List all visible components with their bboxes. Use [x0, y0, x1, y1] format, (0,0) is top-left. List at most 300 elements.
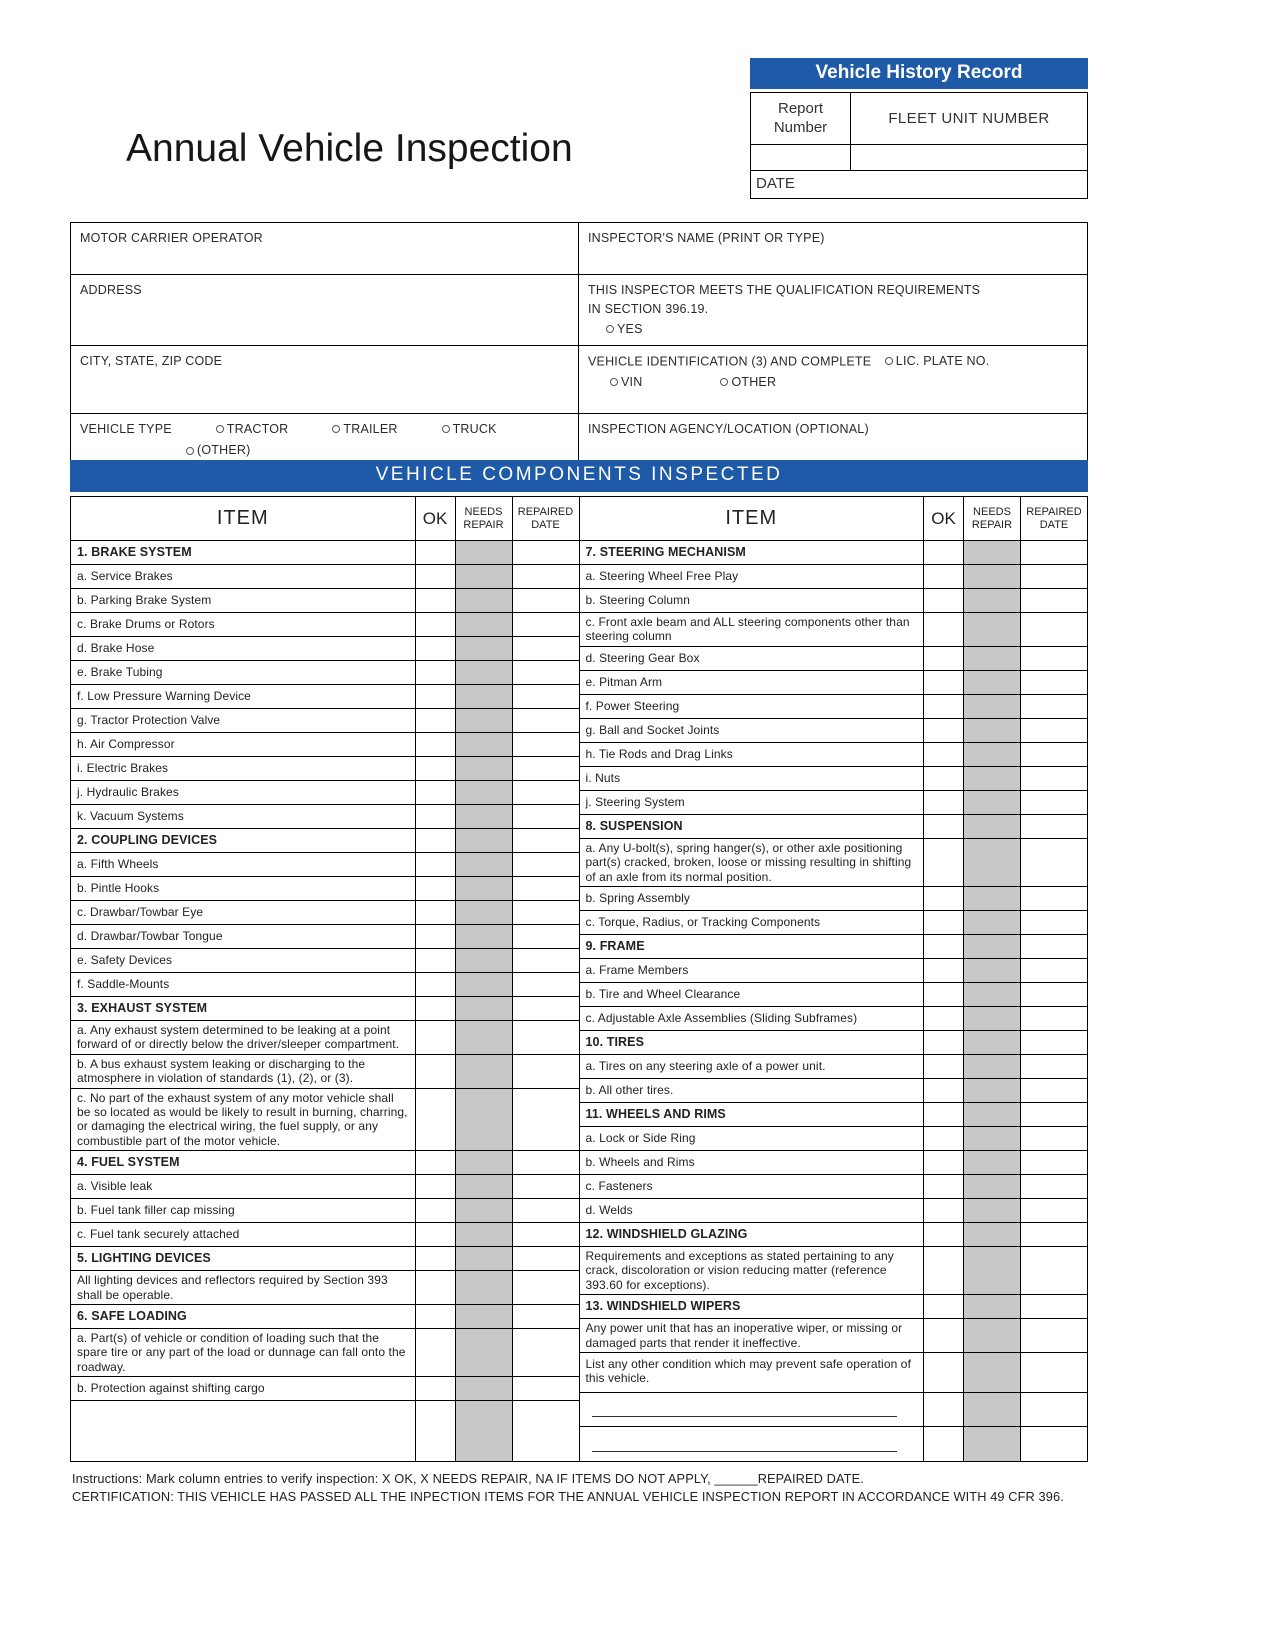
inspection-row — [580, 1007, 1088, 1031]
repaired-date-cell[interactable] — [1021, 1223, 1087, 1247]
item-label: b. Parking Brake System — [71, 589, 416, 613]
inspector-name-label: INSPECTOR'S NAME (PRINT OR TYPE) — [588, 231, 825, 245]
yes-radio[interactable] — [606, 320, 643, 339]
repaired-date-cell[interactable] — [513, 1329, 579, 1377]
needs-repair-cell[interactable] — [964, 791, 1021, 815]
needs-repair-cell[interactable] — [964, 1127, 1021, 1151]
fleet-unit-number-field[interactable] — [851, 145, 1087, 171]
ok-cell[interactable] — [924, 647, 964, 671]
ok-cell[interactable] — [416, 589, 456, 613]
ok-cell[interactable] — [924, 1175, 964, 1199]
ok-cell[interactable] — [924, 1427, 964, 1461]
inspection-row — [71, 757, 579, 781]
inspection-row — [71, 589, 579, 613]
ok-cell[interactable] — [924, 1007, 964, 1031]
item-label: 8. SUSPENSION — [580, 815, 925, 839]
item-label: 12. WINDSHIELD GLAZING — [580, 1223, 925, 1247]
item-label: f. Power Steering — [580, 695, 925, 719]
needs-repair-cell[interactable] — [964, 1151, 1021, 1175]
needs-repair-cell[interactable] — [964, 1247, 1021, 1295]
needs-repair-cell[interactable] — [964, 1199, 1021, 1223]
repaired-date-cell[interactable] — [1021, 983, 1087, 1007]
repaired-date-cell[interactable] — [1021, 791, 1087, 815]
ok-cell[interactable] — [416, 1175, 456, 1199]
repaired-date-cell[interactable] — [513, 1151, 579, 1175]
inspection-row — [71, 973, 579, 997]
city-state-zip-field[interactable] — [71, 346, 579, 414]
needs-repair-cell[interactable] — [456, 661, 513, 685]
inspection-row — [580, 647, 1088, 671]
item-label: b. Fuel tank filler cap missing — [71, 1199, 416, 1223]
inspection-row — [71, 1329, 579, 1377]
ok-cell[interactable] — [416, 1305, 456, 1329]
report-number-field[interactable] — [751, 145, 851, 171]
repaired-date-cell[interactable] — [1021, 565, 1087, 589]
needs-repair-cell[interactable] — [456, 949, 513, 973]
repaired-date-cell[interactable] — [1021, 1175, 1087, 1199]
needs-repair-cell[interactable] — [456, 1223, 513, 1247]
item-label: a. Service Brakes — [71, 565, 416, 589]
ok-cell[interactable] — [416, 565, 456, 589]
date-label: DATE — [756, 175, 795, 192]
ok-cell[interactable] — [924, 983, 964, 1007]
ok-cell[interactable] — [416, 1199, 456, 1223]
repaired-date-cell[interactable] — [513, 1175, 579, 1199]
qualification-line-1: THIS INSPECTOR MEETS THE QUALIFICATION REQUIREMENTS — [588, 283, 981, 297]
needs-repair-cell[interactable] — [456, 709, 513, 733]
section-row — [71, 541, 579, 565]
repaired-date-cell[interactable] — [513, 661, 579, 685]
repaired-date-cell[interactable] — [513, 757, 579, 781]
needs-repair-cell[interactable] — [456, 853, 513, 877]
needs-repair-cell[interactable] — [456, 805, 513, 829]
repaired-date-cell[interactable] — [513, 613, 579, 637]
needs-repair-cell[interactable] — [964, 671, 1021, 695]
item-label: List any other condition which may prevent safe operation of this vehicle. — [580, 1353, 925, 1393]
ok-cell[interactable] — [416, 1247, 456, 1271]
needs-repair-cell[interactable] — [456, 613, 513, 637]
other-id-radio[interactable] — [720, 373, 776, 392]
repaired-date-cell[interactable] — [513, 1089, 579, 1152]
needs-repair-cell[interactable] — [964, 1353, 1021, 1393]
ok-cell[interactable] — [416, 1021, 456, 1055]
repaired-date-cell[interactable] — [513, 1271, 579, 1305]
yes-label: YES — [617, 321, 643, 336]
ok-cell[interactable] — [416, 781, 456, 805]
repaired-date-cell[interactable] — [1021, 1319, 1087, 1353]
ok-cell[interactable] — [924, 719, 964, 743]
needs-repair-cell[interactable] — [964, 743, 1021, 767]
ok-cell[interactable] — [416, 1151, 456, 1175]
ok-cell[interactable] — [416, 637, 456, 661]
ok-cell[interactable] — [416, 925, 456, 949]
needs-repair-cell[interactable] — [964, 613, 1021, 647]
ok-cell[interactable] — [416, 541, 456, 565]
item-label: e. Brake Tubing — [71, 661, 416, 685]
repaired-date-cell[interactable] — [1021, 719, 1087, 743]
ok-cell[interactable] — [924, 613, 964, 647]
item-label: a. Any exhaust system determined to be leaking at a point forward of or directly below the driver/sleeper compartment. — [71, 1021, 416, 1055]
inspector-name-field[interactable] — [579, 223, 1087, 275]
repaired-date-cell[interactable] — [513, 805, 579, 829]
inspection-table-left-body — [71, 541, 579, 1461]
item-label: j. Steering System — [580, 791, 925, 815]
repaired-date-cell[interactable] — [513, 829, 579, 853]
repaired-date-cell[interactable] — [513, 1021, 579, 1055]
section-row — [580, 1295, 1088, 1319]
repaired-date-cell[interactable] — [1021, 647, 1087, 671]
fill-in-line[interactable] — [592, 1416, 898, 1417]
needs-repair-cell[interactable] — [964, 565, 1021, 589]
item-label: Any power unit that has an inoperative wiper, or missing or damaged parts that render it ineffective. — [580, 1319, 925, 1353]
repaired-date-cell[interactable] — [513, 1223, 579, 1247]
needs-repair-cell[interactable] — [456, 541, 513, 565]
needs-repair-cell[interactable] — [456, 565, 513, 589]
repaired-date-cell[interactable] — [1021, 1353, 1087, 1393]
ok-cell[interactable] — [924, 565, 964, 589]
ok-cell[interactable] — [924, 1055, 964, 1079]
repaired-date-cell[interactable] — [513, 1055, 579, 1089]
repaired-date-cell[interactable] — [513, 1199, 579, 1223]
needs-repair-cell[interactable] — [456, 733, 513, 757]
ok-cell[interactable] — [416, 1401, 456, 1461]
needs-repair-cell[interactable] — [456, 973, 513, 997]
needs-repair-cell[interactable] — [456, 1247, 513, 1271]
repaired-date-cell[interactable] — [513, 565, 579, 589]
repaired-date-cell[interactable] — [513, 949, 579, 973]
ok-cell[interactable] — [924, 815, 964, 839]
needs-repair-cell[interactable] — [964, 1393, 1021, 1427]
repaired-date-cell[interactable] — [1021, 935, 1087, 959]
section-row — [71, 1305, 579, 1329]
repaired-date-cell[interactable] — [513, 925, 579, 949]
item-label: a. Frame Members — [580, 959, 925, 983]
item-label: a. Part(s) of vehicle or condition of loading such that the spare tire or any part of the load or dunnage can fall onto the roadway. — [71, 1329, 416, 1377]
item-label: 7. STEERING MECHANISM — [580, 541, 925, 565]
inspection-row — [71, 1055, 579, 1089]
ok-cell[interactable] — [924, 1353, 964, 1393]
needs-repair-cell[interactable] — [456, 1021, 513, 1055]
repaired-date-cell[interactable] — [1021, 767, 1087, 791]
repaired-date-cell[interactable] — [513, 685, 579, 709]
repaired-date-cell[interactable] — [513, 997, 579, 1021]
vehicle-id-options — [610, 373, 1078, 392]
inspection-row — [580, 589, 1088, 613]
inspection-row — [580, 565, 1088, 589]
carrier-info-table — [70, 222, 1088, 468]
repaired-date-cell[interactable] — [513, 877, 579, 901]
repaired-date-cell[interactable] — [1021, 1295, 1087, 1319]
ok-cell[interactable] — [416, 757, 456, 781]
inspection-row — [580, 695, 1088, 719]
needs-repair-cell[interactable] — [964, 695, 1021, 719]
tractor-label: TRACTOR — [226, 421, 289, 436]
repaired-date-cell[interactable] — [1021, 541, 1087, 565]
radio-circle-icon — [610, 378, 618, 386]
ok-cell[interactable] — [416, 661, 456, 685]
needs-repair-cell[interactable] — [456, 901, 513, 925]
repaired-date-cell[interactable] — [1021, 1055, 1087, 1079]
repaired-date-cell[interactable] — [1021, 887, 1087, 911]
ok-cell[interactable] — [924, 1199, 964, 1223]
ok-cell[interactable] — [416, 709, 456, 733]
section-row — [71, 1247, 579, 1271]
needs-repair-cell[interactable] — [456, 877, 513, 901]
repaired-date-cell[interactable] — [513, 589, 579, 613]
ok-cell[interactable] — [416, 973, 456, 997]
tractor-radio[interactable] — [216, 420, 289, 439]
inspection-row — [71, 877, 579, 901]
repaired-date-cell[interactable] — [513, 733, 579, 757]
ok-cell[interactable] — [924, 911, 964, 935]
needs-repair-cell[interactable] — [964, 1295, 1021, 1319]
repaired-date-cell[interactable] — [1021, 911, 1087, 935]
ok-cell[interactable] — [416, 877, 456, 901]
item-label: e. Safety Devices — [71, 949, 416, 973]
repaired-date-cell[interactable] — [1021, 815, 1087, 839]
repaired-date-cell[interactable] — [1021, 1127, 1087, 1151]
inspection-row — [580, 1319, 1088, 1353]
inspection-row — [580, 1079, 1088, 1103]
fill-in-line[interactable] — [592, 1451, 898, 1452]
ok-cell[interactable] — [924, 935, 964, 959]
ok-cell[interactable] — [924, 887, 964, 911]
needs-repair-cell[interactable] — [964, 1319, 1021, 1353]
repaired-date-cell[interactable] — [513, 541, 579, 565]
ok-cell[interactable] — [416, 685, 456, 709]
repaired-date-cell[interactable] — [513, 637, 579, 661]
inspection-row — [71, 1223, 579, 1247]
needs-repair-cell[interactable] — [964, 1007, 1021, 1031]
needs-repair-cell[interactable] — [964, 1103, 1021, 1127]
repaired-date-cell[interactable] — [513, 901, 579, 925]
needs-repair-cell[interactable] — [456, 685, 513, 709]
ok-cell[interactable] — [416, 949, 456, 973]
ok-cell[interactable] — [416, 613, 456, 637]
motor-carrier-operator-field[interactable] — [71, 223, 579, 275]
item-label: a. Tires on any steering axle of a power unit. — [580, 1055, 925, 1079]
ok-cell[interactable] — [924, 541, 964, 565]
ok-cell[interactable] — [924, 1151, 964, 1175]
ok-cell[interactable] — [924, 1079, 964, 1103]
needs-repair-cell[interactable] — [964, 541, 1021, 565]
ok-cell[interactable] — [416, 1271, 456, 1305]
needs-repair-cell[interactable] — [456, 997, 513, 1021]
ok-column-header: OK — [416, 497, 456, 541]
needs-repair-cell[interactable] — [964, 1175, 1021, 1199]
item-label: 2. COUPLING DEVICES — [71, 829, 416, 853]
inspection-row — [71, 853, 579, 877]
ok-cell[interactable] — [416, 1223, 456, 1247]
repaired-date-cell[interactable] — [1021, 1427, 1087, 1461]
needs-repair-cell[interactable] — [964, 1055, 1021, 1079]
repaired-date-cell[interactable] — [1021, 1103, 1087, 1127]
needs-repair-cell[interactable] — [964, 1427, 1021, 1461]
needs-repair-cell[interactable] — [456, 1175, 513, 1199]
needs-repair-cell[interactable] — [456, 1377, 513, 1401]
other-type-radio[interactable] — [186, 441, 250, 460]
item-label: k. Vacuum Systems — [71, 805, 416, 829]
repaired-date-cell[interactable] — [1021, 695, 1087, 719]
repaired-date-cell[interactable] — [513, 1305, 579, 1329]
inspection-table-right — [580, 496, 1089, 1462]
needs-repair-cell[interactable] — [964, 719, 1021, 743]
repaired-date-cell[interactable] — [1021, 959, 1087, 983]
vehicle-history-record-box — [750, 58, 1088, 199]
repaired-date-cell[interactable] — [1021, 839, 1087, 887]
needs-repair-cell[interactable] — [964, 959, 1021, 983]
needs-repair-cell[interactable] — [456, 1305, 513, 1329]
needs-repair-cell[interactable] — [456, 1329, 513, 1377]
truck-radio[interactable] — [442, 420, 497, 439]
ok-cell[interactable] — [416, 829, 456, 853]
ok-cell[interactable] — [416, 733, 456, 757]
needs-repair-cell[interactable] — [456, 1151, 513, 1175]
ok-cell[interactable] — [416, 1055, 456, 1089]
item-label: c. Front axle beam and ALL steering components other than steering column — [580, 613, 925, 647]
needs-repair-cell[interactable] — [964, 1031, 1021, 1055]
item-label: 11. WHEELS AND RIMS — [580, 1103, 925, 1127]
item-label: 3. EXHAUST SYSTEM — [71, 997, 416, 1021]
inspection-row — [71, 1175, 579, 1199]
trailer-radio[interactable] — [332, 420, 397, 439]
needs-repair-cell[interactable] — [964, 589, 1021, 613]
ok-cell[interactable] — [924, 839, 964, 887]
inspection-row — [71, 1401, 579, 1461]
repaired-date-column-header: REPAIRED DATE — [1021, 497, 1087, 541]
needs-repair-cell[interactable] — [456, 1199, 513, 1223]
item-label: a. Any U-bolt(s), spring hanger(s), or other axle positioning part(s) cracked, broken, loose or missing resulting in shifting of an axle from its normal position. — [580, 839, 925, 887]
inspection-row — [71, 661, 579, 685]
needs-repair-cell[interactable] — [456, 1401, 513, 1461]
repaired-date-cell[interactable] — [513, 973, 579, 997]
radio-circle-icon — [216, 425, 224, 433]
section-row — [580, 815, 1088, 839]
needs-repair-cell[interactable] — [964, 1079, 1021, 1103]
inspection-row — [71, 733, 579, 757]
needs-repair-cell[interactable] — [456, 829, 513, 853]
needs-repair-cell[interactable] — [456, 589, 513, 613]
needs-repair-cell[interactable] — [456, 781, 513, 805]
needs-repair-cell[interactable] — [964, 935, 1021, 959]
lic-plate-radio[interactable] — [885, 352, 990, 371]
repaired-date-cell[interactable] — [1021, 1151, 1087, 1175]
needs-repair-cell[interactable] — [964, 887, 1021, 911]
repaired-date-cell[interactable] — [1021, 1031, 1087, 1055]
inspection-row — [71, 613, 579, 637]
ok-cell[interactable] — [924, 743, 964, 767]
inspection-agency-field[interactable] — [579, 414, 1087, 467]
needs-repair-cell[interactable] — [964, 815, 1021, 839]
item-label: a. Fifth Wheels — [71, 853, 416, 877]
inspection-agency-label: INSPECTION AGENCY/LOCATION (OPTIONAL) — [588, 421, 869, 436]
needs-repair-cell[interactable] — [456, 925, 513, 949]
repaired-date-cell[interactable] — [1021, 613, 1087, 647]
ok-cell[interactable] — [924, 1103, 964, 1127]
repaired-date-cell[interactable] — [513, 709, 579, 733]
needs-repair-cell[interactable] — [456, 637, 513, 661]
needs-repair-cell[interactable] — [964, 647, 1021, 671]
needs-repair-cell[interactable] — [964, 767, 1021, 791]
section-row — [71, 1151, 579, 1175]
ok-cell[interactable] — [924, 959, 964, 983]
ok-column-header: OK — [924, 497, 964, 541]
needs-repair-cell[interactable] — [964, 839, 1021, 887]
needs-repair-cell[interactable] — [456, 1271, 513, 1305]
repaired-date-cell[interactable] — [1021, 1393, 1087, 1427]
ok-cell[interactable] — [924, 589, 964, 613]
item-label: c. Fasteners — [580, 1175, 925, 1199]
ok-cell[interactable] — [924, 671, 964, 695]
ok-cell[interactable] — [924, 1127, 964, 1151]
inspection-row — [580, 1175, 1088, 1199]
certification-line: CERTIFICATION: THIS VEHICLE HAS PASSED ALL THE INPECTION ITEMS FOR THE ANNUAL VEHICLE INSPECTION REPORT IN ACCORDANCE WITH 49 CFR 396. — [72, 1488, 1064, 1504]
repaired-date-cell[interactable] — [1021, 1007, 1087, 1031]
repaired-date-cell[interactable] — [513, 853, 579, 877]
item-label: All lighting devices and reflectors required by Section 393 shall be operable. — [71, 1271, 416, 1305]
inspection-row — [580, 1127, 1088, 1151]
vin-radio[interactable] — [610, 373, 642, 392]
address-field[interactable] — [71, 275, 579, 346]
item-label: Requirements and exceptions as stated pertaining to any crack, discoloration or vision reducing matter (reference 393.60 for exceptions). — [580, 1247, 925, 1295]
repaired-date-cell[interactable] — [1021, 1247, 1087, 1295]
form-footer — [72, 1470, 1088, 1506]
needs-repair-column-header: NEEDS REPAIR — [456, 497, 513, 541]
inspection-row — [71, 1021, 579, 1055]
needs-repair-cell[interactable] — [964, 911, 1021, 935]
ok-cell[interactable] — [416, 1089, 456, 1152]
repaired-date-cell[interactable] — [1021, 1079, 1087, 1103]
ok-cell[interactable] — [924, 1319, 964, 1353]
needs-repair-cell[interactable] — [456, 1089, 513, 1152]
ok-cell[interactable] — [924, 1295, 964, 1319]
repaired-date-cell[interactable] — [513, 1247, 579, 1271]
repaired-date-cell[interactable] — [1021, 743, 1087, 767]
item-label: c. Fuel tank securely attached — [71, 1223, 416, 1247]
ok-cell[interactable] — [416, 805, 456, 829]
repaired-date-cell[interactable] — [1021, 1199, 1087, 1223]
ok-cell[interactable] — [924, 1223, 964, 1247]
repaired-date-cell[interactable] — [1021, 589, 1087, 613]
ok-cell[interactable] — [924, 1247, 964, 1295]
inspection-row — [580, 983, 1088, 1007]
needs-repair-cell[interactable] — [456, 757, 513, 781]
components-inspected-banner: VEHICLE COMPONENTS INSPECTED — [70, 460, 1088, 492]
repaired-date-cell[interactable] — [513, 1377, 579, 1401]
needs-repair-cell[interactable] — [456, 1055, 513, 1089]
ok-cell[interactable] — [924, 1031, 964, 1055]
needs-repair-cell[interactable] — [964, 983, 1021, 1007]
repaired-date-cell[interactable] — [1021, 671, 1087, 695]
ok-cell[interactable] — [416, 901, 456, 925]
item-label: b. Pintle Hooks — [71, 877, 416, 901]
ok-cell[interactable] — [924, 695, 964, 719]
ok-cell[interactable] — [924, 767, 964, 791]
ok-cell[interactable] — [924, 791, 964, 815]
ok-cell[interactable] — [416, 853, 456, 877]
date-field[interactable] — [751, 171, 1087, 198]
inspection-row — [580, 959, 1088, 983]
repaired-date-cell[interactable] — [513, 781, 579, 805]
ok-cell[interactable] — [416, 1377, 456, 1401]
ok-cell[interactable] — [416, 1329, 456, 1377]
needs-repair-cell[interactable] — [964, 1223, 1021, 1247]
ok-cell[interactable] — [416, 997, 456, 1021]
repaired-date-cell[interactable] — [513, 1401, 579, 1461]
inspection-row — [580, 719, 1088, 743]
ok-cell[interactable] — [924, 1393, 964, 1427]
vin-label: VIN — [621, 374, 643, 389]
